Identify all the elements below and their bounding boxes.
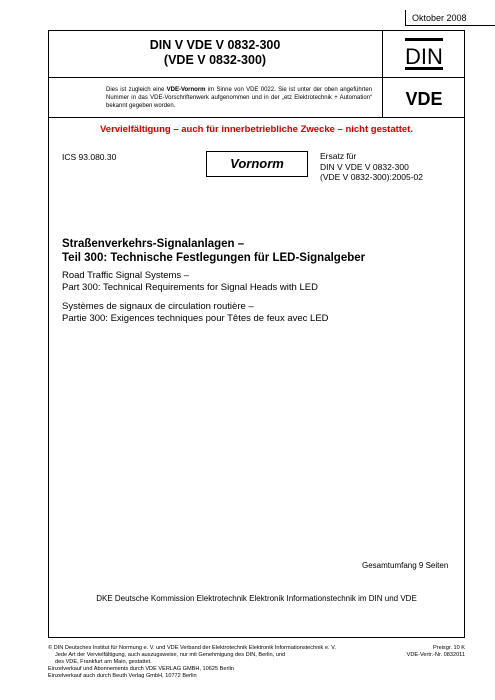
notice-bold: VDE-Vornorm xyxy=(166,87,206,93)
date-label: Oktober 2008 xyxy=(405,10,495,26)
reproduction-warning: Vervielfältigung – auch für innerbetriebliche Zwecke – nicht gestattet. xyxy=(99,124,414,135)
vde-logo-text: VDE xyxy=(405,89,443,109)
designation-line-1: DIN V VDE V 0832-300 xyxy=(149,38,281,52)
vde-notice xyxy=(48,78,383,118)
sales-line-2: Einzelverkauf auch durch Beuth Verlag GmbH, 10772 Berlin xyxy=(48,673,197,679)
page-frame xyxy=(48,30,465,638)
title-german-line-1: Straßenverkehrs-Signalanlagen – xyxy=(62,238,245,250)
copyright-line-3: des VDE, Frankfurt am Main, gestattet. xyxy=(55,659,152,665)
vde-logo xyxy=(383,78,465,118)
din-logo-cell xyxy=(383,30,465,78)
notice-text-1: Dies ist zugleich eine xyxy=(106,87,167,93)
replaces-block xyxy=(320,151,423,183)
replaces-label: Ersatz für xyxy=(320,151,357,161)
title-german xyxy=(62,237,365,265)
replaces-vde-designation: (VDE V 0832-300):2005-02 xyxy=(320,172,424,182)
title-english-line-2: Part 300: Technical Requirements for Signal Heads with LED xyxy=(62,281,318,293)
footer-copyright xyxy=(48,645,378,680)
total-pages: Gesamtumfang 9 Seiten xyxy=(362,561,449,570)
vde-contract-number: VDE-Vertr.-Nr. 0832011 xyxy=(406,652,465,658)
title-english-line-1: Road Traffic Signal Systems – xyxy=(62,270,190,281)
title-french xyxy=(62,301,329,324)
title-english xyxy=(62,270,318,293)
din-logo xyxy=(383,30,465,78)
status-badge: Vornorm xyxy=(206,151,308,177)
notice-text-2: im Sinne von VDE 0022. Sie ist unter der oben angeführten Nummer in das VDE-Vorschriftenwerk aufgenommen und in der „etz Elektrotechnik + Automation“ bekannt gegeben worden. xyxy=(106,87,373,109)
din-logo-text: DIN xyxy=(405,44,443,69)
price-group: Preisgr. 10 K xyxy=(432,645,465,651)
designation-line-2: (VDE V 0832-300) xyxy=(163,53,267,67)
vde-logo-cell xyxy=(383,78,465,118)
title-french-line-2: Partie 300: Exigences techniques pour Têtes de feux avec LED xyxy=(62,312,329,324)
replaces-designation: DIN V VDE V 0832-300 xyxy=(320,161,409,172)
document-designation xyxy=(48,30,383,78)
copyright-line-1: © DIN Deutsches Institut für Normung e. V. und VDE Verband der Elektrotechnik Elektronik Informationstechnik e. V. xyxy=(48,645,336,651)
copyright-line-2: Jede Art der Vervielfältigung, auch auszugsweise, nur mit Genehmigung des DIN, Berlin, und xyxy=(55,652,286,658)
ics-code: ICS 93.080.30 xyxy=(62,152,117,162)
title-german-line-2: Teil 300: Technische Festlegungen für LED-Signalgeber xyxy=(62,252,366,264)
title-french-line-1: Systèmes de signaux de circulation routière – xyxy=(62,301,254,312)
footer-price xyxy=(380,645,465,659)
committee-line: DKE Deutsche Kommission Elektrotechnik Elektronik Informationstechnik im DIN und VDE xyxy=(96,594,417,603)
sales-line-1: Einzelverkauf und Abonnements durch VDE VERLAG GMBH, 10625 Berlin xyxy=(48,666,234,672)
